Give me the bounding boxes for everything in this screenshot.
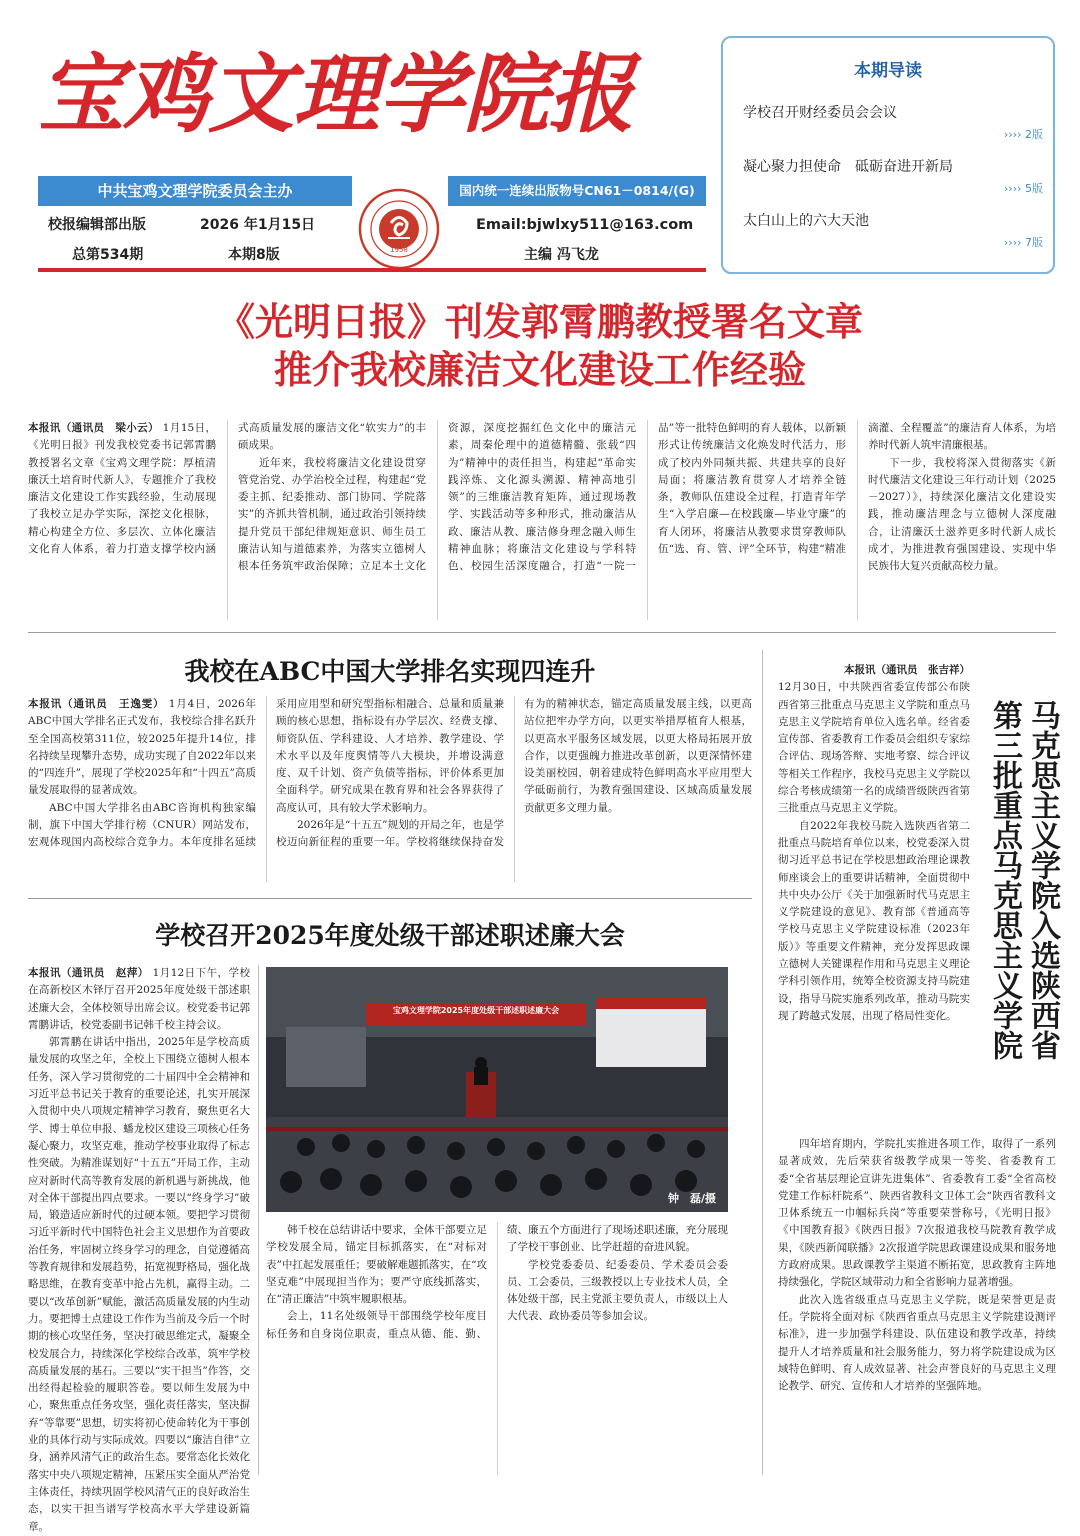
byline: 本报讯（通讯员 赵萍） <box>28 967 149 979</box>
cn-banner <box>448 176 706 206</box>
photo-credit: 钟 磊/摄 <box>667 1192 716 1205</box>
column-divider <box>258 965 259 1475</box>
chevrons-icon: ›››› <box>1003 128 1022 141</box>
issue-pages: 本期8版 <box>228 247 280 263</box>
school-emblem <box>358 188 440 270</box>
guide-box <box>721 36 1055 274</box>
cadre-photo <box>266 967 728 1212</box>
column-divider <box>762 650 763 1475</box>
abc-article-body <box>28 696 752 882</box>
chevrons-icon: ›››› <box>1003 236 1022 249</box>
guide-item[interactable] <box>743 210 1043 250</box>
masthead <box>28 28 708 278</box>
paragraph: 此次入选省级重点马克思主义学院，既是荣誉更是责任。学院将全面对标《陕西省重点马克思主义学院建设测评标准》，进一步加强学科建设、队伍建设和教学改革，持续提升人才培养质量和社会服务能力，努力将学院建设成为区域特色鲜明、育人成效显著、社会声誉良好的马克思主义理论教学、研究、宣传和人才培养的坚强阵地。 <box>778 1293 1056 1393</box>
lead-headline-line-1: 《光明日报》刊发郭霄鹏教授署名文章 <box>216 300 863 344</box>
paragraph: 会上，11名处级领导干部围绕学校年度目标任务和自身岗位职责，重点从德、能、勤、绩、廉五个方面进行了现场述职述廉，充分展现了学校干事创业、比学赶超的奋进风貌。 <box>266 1224 728 1340</box>
marx-article-bottom <box>778 1136 1056 1476</box>
paragraph: ABC中国大学排名由ABC咨询机构独家编制，旗下中国大学排行榜（CNUR）网站发布，宏观体现国内高校综合竞争力。本年度排名延续采用应用型和研究型指标相融合、总量和质量兼顾的核心思想，指标设有办学层次、经费支撑、师资队伍、学科建设、人才培养、教学建设、学术水平以及年度舆情等八大模块，并增设满意度、双千计划、资产负债等指标，评价体系更加全面科学。研究成果在教育界和社会各界获得了高度认可，具有较大学术影响力。 <box>28 698 504 849</box>
paragraph: 学校党委委员、纪委委员、学术委员会委员、工会委员，三级教授以上专业技术人员，全体处级干部，民主党派主要负责人，市级以上人大代表、政协委员等参加会议。 <box>507 1258 728 1323</box>
marx-headline-col-2: 第三批重点马克思主义学院 <box>987 700 1022 1060</box>
cadre-headline[interactable]: 学校召开2025年度处级干部述职述廉大会 <box>155 921 625 950</box>
guide-item-page: 7版 <box>1025 236 1043 249</box>
section-divider <box>28 632 1056 633</box>
cn-number: 国内统一连续出版物号CN61－0814/(G) <box>459 183 695 198</box>
contact-email: Email:bjwlxy511@163.com <box>476 217 694 233</box>
paragraph: 12月30日，中共陕西省委宣传部公布陕西省第三批重点马克思主义学院和重点马克思主义学院培育单位入选名单。经省委宣传部、省委教育工作委员会组织专家综合评估、现场答辩、实地考察、综合评议等相关工作程序，我校马克思主义学院以综合考核成绩第一名的成绩晋级陕西省第三批重点马克思主义学院。 <box>778 681 970 815</box>
guide-item[interactable] <box>743 102 1043 142</box>
marx-headline[interactable] <box>982 700 1060 1120</box>
lead-headline[interactable] <box>60 298 1020 394</box>
byline: 本报讯（通讯员 张吉祥） <box>844 664 970 676</box>
lead-headline-line-2: 推介我校廉洁文化建设工作经验 <box>273 348 806 392</box>
photo-banner: 宝鸡文理学院2025年度处级干部述职述廉大会 <box>392 1006 560 1015</box>
guide-item-title: 学校召开财经委员会会议 <box>743 105 897 121</box>
chief-editor: 主编 冯飞龙 <box>524 247 599 263</box>
cadre-article-lower-columns <box>266 1222 728 1475</box>
lead-article-body <box>28 420 1056 620</box>
masthead-title: 宝鸡文理学院报 <box>38 44 633 145</box>
paragraph: 四年培育期内，学院扎实推进各项工作，取得了一系列显著成效，先后荣获省级教学成果一等奖、省委教育工委“全省基层理论宣讲先进集体”、省委教育工委“全省高校党建工作标杆院系”、陕西省教科文卫体工会“陕西省教科文卫体系统五一巾帼标兵岗”等重要荣誉称号，《光明日报》《中国教育报》《陕西日报》7次报道我校马院教育教学成果，《陕西新闻联播》2次报道学院思政课建设成果和服务地方政府成果。思政课教学主渠道不断拓宽，思政教育主阵地持续强化，学院区域带动力和全省影响力显著增强。 <box>778 1138 1056 1289</box>
cadre-article-left-column <box>28 965 251 1533</box>
guide-item[interactable] <box>743 156 1043 196</box>
guide-item-page: 5版 <box>1025 182 1043 195</box>
byline: 本报讯（通讯员 梁小云） <box>28 422 160 434</box>
paragraph: 近年来，我校将廉洁文化建设贯穿管党治党、办学治校全过程，构建起“党委主抓、纪委推动、部门协同、学院落实”的齐抓共管机制，通过政治引领持续提升党员干部纪律规矩意识、师生员工廉洁认知与道德素养，为落实立德树人根本任务筑牢政治保障；立足本土文化资源，深度挖掘红色文化中的廉洁元素，周秦伦理中的道德精髓、张载“四为”精神中的责任担当，构建起“革命实践淬炼、文化源头溯源、精神高地引领”的三维廉洁教育矩阵，通过现场教学、实践活动等多种形式，推动廉洁从政、廉洁从教、廉洁修身理念融入师生精神血脉；将廉洁文化建设与学科特色、校园生活深度融合，打造“一院一品”等一批特色鲜明的育人载体，以新颖形式让传统廉洁文化焕发时代活力，形成了校内外同频共振、共建共享的良好局面；将廉洁教育贯穿人才培养全链条，教师队伍建设全过程，打造青年学生“入学启廉—在校践廉—毕业守廉”的育人闭环，将廉洁从教要求贯穿教师队伍“选、育、管、评”全环节，构建“精准滴灌、全程覆盖”的廉洁育人体系，为培养时代新人筑牢清廉根基。 <box>238 422 1056 573</box>
chevrons-icon: ›››› <box>1003 182 1022 195</box>
paragraph: 2026年是“十五五”规划的开局之年，也是学校迈向新征程的重要一年。学校将继续保持奋发有为的精神状态，锚定高质量发展主线，以更高站位把牢办学方向，以更实举措厚植育人根基，以更高水平服务区域发展，以更大格局拓展开放合作，以更强魄力推进改革创新，以更深情怀建设美丽校园，朝着建成特色鲜明高水平应用型大学砥砺前行，为教育强国建设、区域高质量发展贡献更多文理力量。 <box>276 698 752 849</box>
byline: 本报讯（通讯员 王逸雯） <box>28 698 165 710</box>
guide-heading: 本期导读 <box>854 61 922 81</box>
paragraph: 郭霄鹏在讲话中指出，2025年是学校高质量发展的攻坚之年，全校上下围绕立德树人根本任务，深入学习贯彻党的二十届四中全会精神和习近平总书记关于教育的重要论述，扎实开展深入贯彻中央八项规定精神学习教育，聚焦更名大学、博士单位申报、蟠龙校区建设三项核心任务凝心聚力，攻坚克难，推动学校事业取得了标志性突破。为精准谋划好“十五五”开局工作，主动应对新时代高等教育发展的新机遇与新挑战，他对全体干部提出四点要求。一要以“终身学习”破局，锻造适应新时代的过硬本领。要把学习贯彻习近平新时代中国特色社会主义思想作为首要政治任务，牢固树立终身学习的理念，自觉遵循高等教育规律和发展趋势，拓宽视野格局，强化战略思维，在教育变革中抢占先机，赢得主动。二要以“改革创新”赋能，激活高质量发展的内生动力。要把博士点建设工作作为当前及今后一个时期的核心攻坚任务，坚决打破思维定式，凝聚全校发展合力，持续深化学校综合改革，筑牢学校高质量发展的基石。三要以“实干担当”作答，交出经得起检验的履职答卷。要以师生发展为中心，聚焦重点任务攻坚，强化责任落实，坚决摒弃“等靠要”思想，切实将初心使命转化为干事创业的具体行动与实际成效。四要以“廉洁自律”立身，涵养风清气正的政治生态。要常态化长效化落实中央八项规定精神，压紧压实全面从严治党主体责任，持续巩固学校风清气正的良好政治生态，以实干担当谱写学校高水平大学建设新篇章。 <box>28 1036 250 1533</box>
guide-item-page: 2版 <box>1025 128 1043 141</box>
section-divider <box>28 898 752 899</box>
paragraph: 1月15日，《光明日报》刊发我校党委书记郭霄鹏教授署名文章《宝鸡文理学院：厚植清廉沃土培育时代新人》，专题推介了我校廉洁文化建设工作实践经验，生动展现了我校立足办学实际，深挖文化根脉，精心构建全方位、多层次、立体化廉洁文化育人体系，着力打造支撑学校内涵式高质量发展的廉洁文化“软实力”的丰硕成果。 <box>28 422 426 556</box>
publisher: 校报编辑部出版 <box>48 217 146 233</box>
issue-total: 总第534期 <box>72 247 144 263</box>
issue-date: 2026 年1月15日 <box>200 217 316 233</box>
emblem-year: 1958 <box>390 246 408 254</box>
masthead-rule <box>38 268 706 272</box>
sponsor-banner <box>38 176 352 206</box>
abc-headline[interactable]: 我校在ABC中国大学排名实现四连升 <box>184 657 596 686</box>
marx-article-top <box>778 662 970 1130</box>
paragraph: 1月12日下午，学校在高新校区木铎厅召开2025年度处级干部述职述廉大会，全体校领导出席会议。校党委书记郭霄鹏讲话，校党委副书记韩千校主持会议。 <box>28 967 251 1031</box>
guide-item-title: 太白山上的六大天池 <box>743 213 869 229</box>
paragraph: 自2022年我校马院入选陕西省第二批重点马院培育单位以来，校党委深入贯彻习近平总书记在学校思想政治理论课教师座谈会上的重要讲话精神，全面贯彻中共中央办公厅《关于加强新时代马克思主义学院建设的意见》、教育部《普通高等学校马克思主义学院建设标准（2023年版）》等重要文件精神，充分发挥思政课立德树人关键课程作用和马克思主义理论学科引领作用，统筹全校资源支持马院建设，指导马院实施系列改革，推动马院实现了跨越式发展，出现了格局性变化。 <box>778 819 970 1022</box>
paragraph: 下一步，我校将深入贯彻落实《新时代廉洁文化建设三年行动计划（2025－2027）》，持续深化廉洁文化建设实践，推动廉洁理念与立德树人深度融合，让清廉沃土滋养更多时代新人成长成才，为推进教育强国建设、实现中华民族伟大复兴贡献高校力量。 <box>868 456 1056 573</box>
paragraph: 1月4日，2026年ABC中国大学排名正式发布，我校综合排名跃升至全国高校第311位，较2025年提升14位，排名持续呈现攀升态势，成功实现了自2022年以来的“四连升”，展现了学校2025年和“十四五”高质量发展取得的显著成效。 <box>28 698 257 797</box>
paragraph: 韩千校在总结讲话中要求，全体干部要立足学校发展全局，锚定目标抓落实，在“对标对表”中扛起发展重任；要破解难题抓落实，在“攻坚克难”中展现担当作为；要严守底线抓落实，在“清正廉洁”中筑牢履职根基。 <box>266 1224 487 1306</box>
sponsor-text: 中共宝鸡文理学院委员会主办 <box>97 182 293 200</box>
guide-item-title: 凝心聚力担使命 砥砺奋进开新局 <box>743 159 953 175</box>
marx-headline-col-1: 马克思主义学院入选陕西省 <box>1025 700 1060 1060</box>
